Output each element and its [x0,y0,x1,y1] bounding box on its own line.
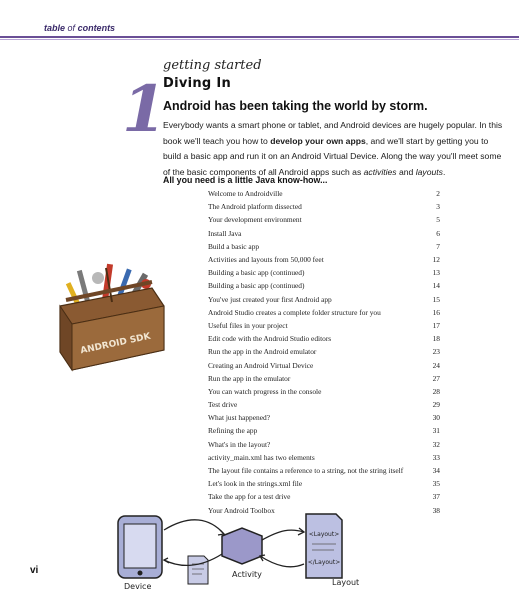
toc-entry-page: 17 [432,320,440,330]
toc-entry-page: 13 [432,268,440,278]
toc-entry[interactable] [208,358,440,371]
intro-text-4: . [442,166,446,177]
toc-entry[interactable] [208,266,440,279]
running-header [44,23,115,33]
activity-file-icon [188,556,208,584]
toc-entry-title: Building a basic app (continued) [208,281,305,291]
header-rule-thin [0,39,519,40]
toc-entry-title: Refining the app [208,426,258,436]
toc-entry-page: 28 [432,386,440,396]
toc-entry-title: The layout file contains a reference to a string, not the string itself [208,466,404,476]
toc-entry[interactable] [208,293,440,306]
intro-text-3: and [396,166,416,177]
toc-entry[interactable] [208,411,440,424]
toc-entry-title: activity_main.xml has two elements [208,452,315,462]
activity-label: Activity [232,570,262,579]
toc-entry[interactable] [208,451,440,464]
toc-entry-page: 34 [432,466,440,476]
intro-em-layouts: layouts [415,166,443,177]
toc-entry[interactable] [208,385,440,398]
page-number: vi [30,565,39,576]
toc-entry-title: What's in the layout? [208,439,271,449]
toc-entry-page: 12 [432,255,440,265]
toc-entry[interactable] [208,279,440,292]
layout-tag-open: <Layout> [308,531,340,538]
intro-bold: develop your own apps [270,135,366,146]
header-word-table: table [44,23,66,33]
toc-entry-title: Building a basic app (continued) [208,268,305,278]
toc-entry-title: You've just created your first Android app [208,294,332,304]
layout-file-icon [306,514,342,578]
toc-entry[interactable] [208,319,440,332]
toc-entry-page: 35 [432,479,440,489]
toc-entry-title: Run the app in the Android emulator [208,347,317,357]
toc-entry[interactable] [208,464,440,477]
toc-entry-title: Take the app for a test drive [208,492,291,502]
device-label: Device [124,582,152,591]
toc-entry-title: Android Studio creates a complete folder structure for you [208,307,381,317]
toc-entry-page: 38 [432,505,440,515]
chapter-intro [163,118,508,180]
toc-entry-page: 3 [436,202,440,212]
toc-entry-title: Let's look in the strings.xml file [208,479,303,489]
toc-entry[interactable] [208,490,440,503]
arrow-device-to-activity [164,520,224,534]
chapter-title: Diving In [163,76,232,91]
toc-entry-page: 2 [436,189,440,199]
header-word-contents: contents [77,23,116,33]
toc-entry-page: 23 [432,347,440,357]
toc-entry-title: Useful files in your project [208,320,288,330]
toc-entry[interactable] [208,187,440,200]
toc-entry[interactable] [208,213,440,226]
toc-entry-title: Run the app in the emulator [208,373,291,383]
toc-entry-page: 33 [432,452,440,462]
chapter-lead: Android has been taking the world by storm. [163,99,428,113]
device-icon [118,516,162,578]
intro-text-1: Everybody wants a smart phone or tablet, and Android devices are hugely popular. In this book we'll teach you how to [163,120,503,146]
toc-entry-title: You can watch progress in the console [208,386,322,396]
toc-entry-title: Install Java [208,228,242,238]
toc-entry-page: 7 [436,241,440,251]
toc-entry-page: 16 [432,307,440,317]
toc-entry-title: Edit code with the Android Studio editors [208,334,332,344]
toc-entry-page: 6 [436,228,440,238]
layout-label: Layout [332,578,360,587]
header-word-of: of [67,23,76,33]
arrow-activity-to-layout [262,530,304,540]
activity-hexagon-icon [222,528,262,564]
toc-entry-title: Test drive [208,400,238,410]
toc-entry-title: Activities and layouts from 50,000 feet [208,255,324,265]
toc-entry-page: 29 [432,400,440,410]
arrow-layout-to-activity [260,556,304,567]
toc-entry[interactable] [208,477,440,490]
intro-text-2: , and we'll start by getting you to build a basic app and run it on an Android Virtual Device. Along the way you'll meet some of the basic components of all Android apps such as [163,135,502,177]
toc-entry[interactable] [208,200,440,213]
toc-entry[interactable] [208,345,440,358]
toc-entry[interactable] [208,372,440,385]
toc-list [208,187,440,517]
toc-entry-page: 30 [432,413,440,423]
toc-entry-page: 32 [432,439,440,449]
header-rule [0,36,519,38]
toc-entry-title: What just happened? [208,413,270,423]
toc-entry-page: 15 [432,294,440,304]
toc-entry[interactable] [208,306,440,319]
toc-entry-page: 27 [432,373,440,383]
arrowhead-1 [218,530,224,535]
toc-entry[interactable] [208,438,440,451]
toc-entry-title: Your development environment [208,215,302,225]
toolbox-illustration [52,262,170,372]
toc-entry[interactable] [208,227,440,240]
toc-entry-page: 31 [432,426,440,436]
toc-entry[interactable] [208,240,440,253]
toc-entry-title: Your Android Toolbox [208,505,275,515]
know-how-line: All you need is a little Java know-how... [163,175,328,185]
toc-entry[interactable] [208,332,440,345]
toc-entry-title: Build a basic app [208,241,260,251]
toolbox-label: ANDROID SDK [79,331,152,357]
toc-entry-page: 24 [432,360,440,370]
layout-tag-close: </Layout> [307,559,341,566]
toc-entry[interactable] [208,398,440,411]
toc-entry-title: Creating an Android Virtual Device [208,360,314,370]
toc-entry[interactable] [208,424,440,437]
toc-entry-page: 5 [436,215,440,225]
toc-entry-title: The Android platform dissected [208,202,302,212]
chapter-subtitle: getting started [163,58,262,73]
wooden-box-icon [60,268,164,370]
chapter-number: 1 [122,72,167,147]
toc-entry-page: 37 [432,492,440,502]
toc-entry-page: 14 [432,281,440,291]
intro-em-activities: activities [363,166,397,177]
toc-entry[interactable] [208,253,440,266]
toc-entry-title: Welcome to Androidville [208,189,283,199]
toc-entry-page: 18 [432,334,440,344]
